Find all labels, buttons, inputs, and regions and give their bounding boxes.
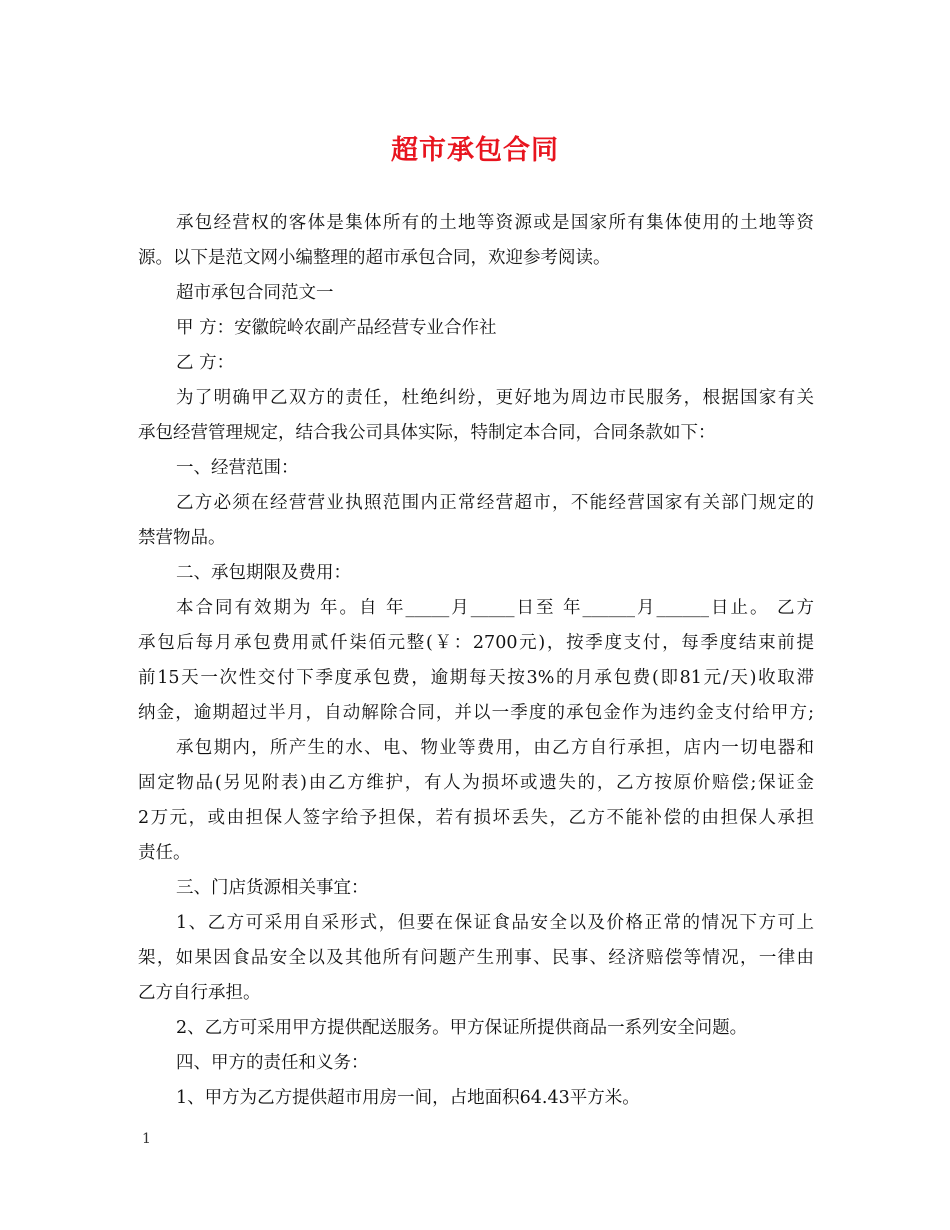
document-body: [138, 206, 814, 1116]
text-line: 甲 方：安徽皖岭农副产品经营专业合作社: [176, 318, 497, 338]
text-line: 承包后每月承包费用贰仟柒佰元整(￥：2700元)，按季度支付，每季度结束前提: [138, 633, 814, 653]
text-line: 乙方必须在经营营业执照范围内正常经营超市，不能经营国家有关部门规定的: [176, 493, 814, 513]
text-line: 本合同有效期为 年。自 年_____月_____日至 年______月______日止。 乙方: [176, 598, 814, 618]
text-line: 1、乙方可采用自采形式，但要在保证食品安全以及价格正常的情况下方可上: [176, 913, 814, 933]
text-line: 乙 方：: [176, 353, 235, 373]
text-line: 承包经营管理规定，结合我公司具体实际，特制定本合同，合同条款如下：: [138, 423, 716, 443]
page-number: 1: [142, 1131, 151, 1147]
text-line: 1、甲方为乙方提供超市用房一间，占地面积64.43平方米。: [176, 1088, 640, 1108]
text-line: 四、甲方的责任和义务：: [176, 1053, 369, 1073]
text-line: 超市承包合同范文一: [176, 283, 334, 303]
text-line: 承包期内，所产生的水、电、物业等费用，由乙方自行承担，店内一切电器和: [176, 738, 814, 758]
text-line: 2万元，或由担保人签字给予担保，若有损坏丢失，乙方不能补偿的由担保人承担: [138, 808, 814, 828]
text-line: 乙方自行承担。: [138, 983, 261, 1003]
text-line: 源。以下是范文网小编整理的超市承包合同，欢迎参考阅读。: [138, 248, 611, 268]
text-line: 三、门店货源相关事宜：: [176, 878, 369, 898]
text-line: 一、经营范围：: [176, 458, 299, 478]
text-line: 2、乙方可采用甲方提供配送服务。甲方保证所提供商品一系列安全问题。: [176, 1018, 748, 1038]
text-line: 为了明确甲乙双方的责任，杜绝纠纷，更好地为周边市民服务，根据国家有关: [176, 388, 814, 408]
text-line: 固定物品(另见附表)由乙方维护，有人为损坏或遗失的，乙方按原价赔偿;保证金: [138, 773, 814, 793]
document-title: 超市承包合同: [391, 135, 559, 166]
text-line: 二、承包期限及费用：: [176, 563, 351, 583]
text-line: 纳金，逾期超过半月，自动解除合同，并以一季度的承包金作为违约金支付给甲方;: [138, 703, 814, 723]
text-line: 承包经营权的客体是集体所有的土地等资源或是国家所有集体使用的土地等资: [176, 213, 814, 233]
text-line: 责任。: [138, 843, 191, 863]
text-line: 前15天一次性交付下季度承包费，逾期每天按3%的月承包费(即81元/天)收取滞: [138, 668, 814, 688]
text-line: 禁营物品。: [138, 528, 226, 548]
text-line: 架，如果因食品安全以及其他所有问题产生刑事、民事、经济赔偿等情况，一律由: [138, 948, 814, 968]
